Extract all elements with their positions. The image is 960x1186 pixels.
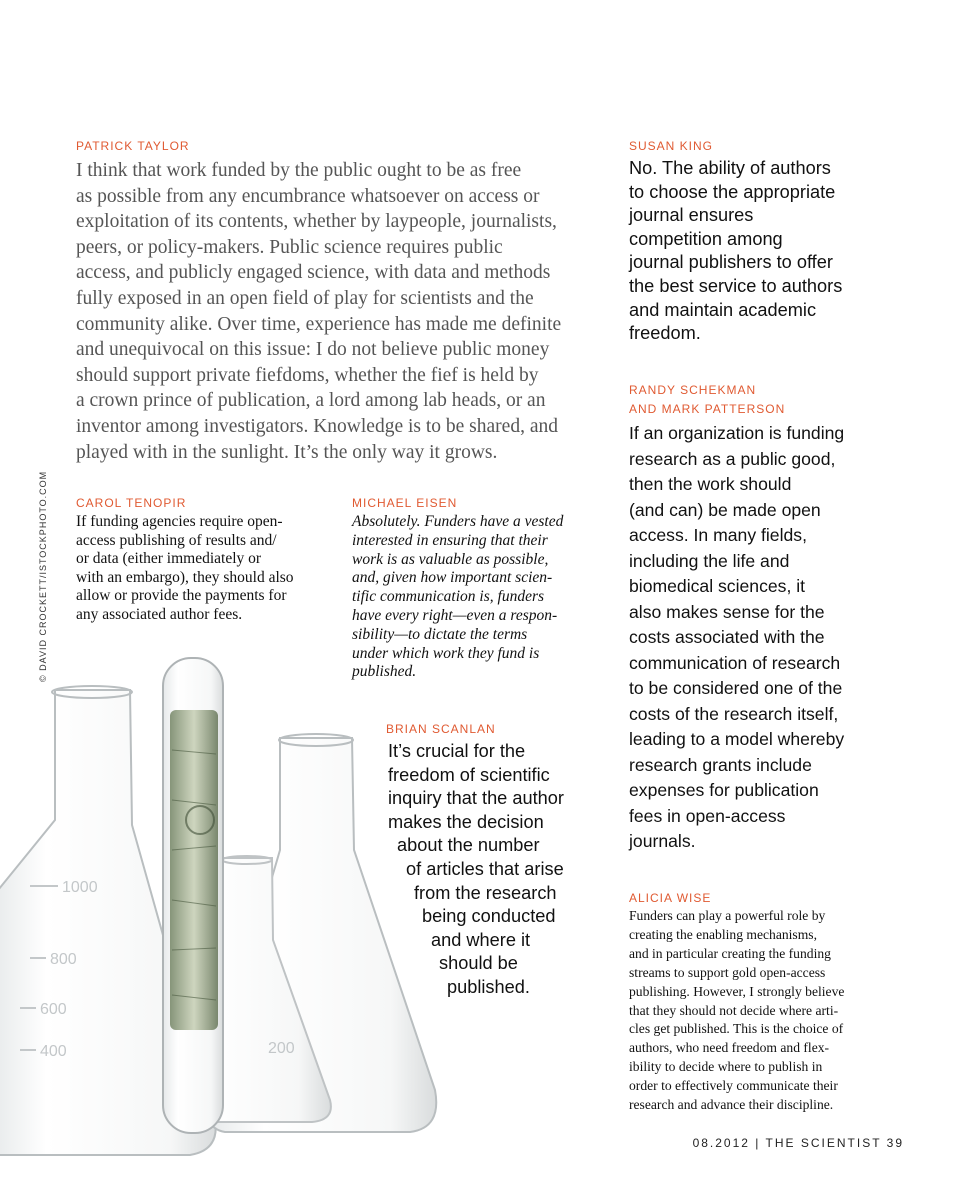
quote-line: creating the enabling mechanisms, xyxy=(629,926,817,942)
quote-line: If funding agencies require open- xyxy=(76,513,283,530)
quote-line: published. xyxy=(352,663,417,681)
quote-line: access publishing of results and/ xyxy=(76,531,277,549)
quote-line: authors, who need freedom and flex- xyxy=(629,1040,830,1056)
quote-line: sibility—to dictate the terms xyxy=(352,625,528,643)
flask-mark-200: 200 xyxy=(268,1040,295,1057)
quote-line: biomedical sciences, it xyxy=(629,576,806,596)
quote-line: leading to a model whereby xyxy=(629,729,845,749)
quote-line: journal publishers to offer xyxy=(629,252,833,273)
quote-line: costs of the research itself, xyxy=(629,703,839,724)
randy-schekman-name: RANDY SCHEKMAN xyxy=(629,383,757,397)
quote-line: under which work they fund is xyxy=(352,644,540,662)
quote-line: cles get published. This is the choice of xyxy=(629,1021,844,1037)
quote-line: communication of research xyxy=(629,652,841,673)
quote-line: ibility to decide where to publish in xyxy=(629,1059,823,1075)
photo-credit: © DAVID CROCKETT/ISTOCKPHOTO.COM xyxy=(38,470,48,682)
michael-eisen-name: MICHAEL EISEN xyxy=(352,496,458,510)
quote-line: research as a public good, xyxy=(629,448,836,469)
quote-line: played with in the sunlight. It’s the only way it grows. xyxy=(76,441,498,463)
patrick-taylor-quote xyxy=(76,158,561,465)
quote-line: or data (either immediately or xyxy=(76,550,262,568)
quote-line: to be considered one of the xyxy=(629,678,843,698)
alicia-wise-name: ALICIA WISE xyxy=(629,891,712,905)
carol-tenopir-quote xyxy=(76,513,294,625)
quote-line: then the work should xyxy=(629,474,792,494)
quote-line: freedom. xyxy=(629,323,701,344)
quote-line: (and can) be made open xyxy=(629,499,821,520)
michael-eisen-quote xyxy=(352,513,563,682)
quote-line: It’s crucial for the xyxy=(388,741,526,761)
quote-line: Absolutely. Funders have a vested xyxy=(352,513,564,530)
quote-line: publishing. However, I strongly believe xyxy=(629,983,845,999)
patrick-taylor-name: PATRICK TAYLOR xyxy=(76,139,190,153)
quote-line: No. The ability of authors xyxy=(629,158,831,178)
quote-line: allow or provide the payments for xyxy=(76,587,287,605)
quote-line: community alike. Over time, experience has made me definite xyxy=(76,313,562,335)
quote-line: and in particular creating the funding xyxy=(629,945,831,961)
alicia-wise-quote xyxy=(629,907,844,1115)
quote-line: of articles that arise xyxy=(406,858,564,879)
quote-line: any associated author fees. xyxy=(76,605,243,623)
quote-line: and maintain academic xyxy=(629,299,817,320)
susan-king-name: SUSAN KING xyxy=(629,139,714,153)
quote-line: research and advance their discipline. xyxy=(629,1097,834,1113)
quote-line: that they should not decide where arti- xyxy=(629,1002,839,1018)
quote-line: also makes sense for the xyxy=(629,601,825,622)
quote-line: being conducted xyxy=(422,906,556,927)
quote-line: access, and publicly engaged science, with data and methods xyxy=(76,262,551,284)
rolled-banknote xyxy=(170,710,218,1030)
quote-line: Funders can play a powerful role by xyxy=(629,908,826,923)
quote-line: should support private fiefdoms, whether the fief is held by xyxy=(76,364,539,386)
quote-line: tific communication is, funders xyxy=(352,588,545,606)
page-footer: 08.2012 | THE SCIENTIST 39 xyxy=(692,1136,904,1150)
quote-line: fully exposed in an open field of play for scientists and the xyxy=(76,287,534,309)
quote-line: exploitation of its contents, whether by laypeople, journalists, xyxy=(76,211,557,233)
brian-scanlan-name: BRIAN SCANLAN xyxy=(386,722,496,736)
quote-line: access. In many fields, xyxy=(629,525,807,545)
mark-patterson-name: AND MARK PATTERSON xyxy=(629,402,786,416)
quote-line: fees in open-access xyxy=(629,805,786,826)
quote-line: If an organization is funding xyxy=(629,423,845,443)
quote-line: expenses for publication xyxy=(629,780,819,800)
quote-line: journal ensures xyxy=(629,205,754,226)
quote-line: peers, or policy-makers. Public science requires public xyxy=(76,236,503,258)
quote-line: work is as valuable as possible, xyxy=(352,550,549,568)
quote-line: and unequivocal on this issue: I do not believe public money xyxy=(76,339,550,361)
quote-line: including the life and xyxy=(629,550,790,571)
susan-king-quote xyxy=(629,157,842,346)
quote-line: and, given how important scien- xyxy=(352,569,553,587)
flask-mark-800: 800 xyxy=(50,951,77,968)
quote-line: with an embargo), they should also xyxy=(76,568,294,586)
flask-mark-600: 600 xyxy=(40,1001,67,1018)
quote-line: makes the decision xyxy=(388,811,544,832)
flask-mark-400: 400 xyxy=(40,1043,67,1060)
quote-line: published. xyxy=(447,976,530,997)
quote-line: inquiry that the author xyxy=(388,788,564,809)
quote-line: from the research xyxy=(414,882,557,903)
quote-line: journals. xyxy=(629,831,696,851)
quote-line: costs associated with the xyxy=(629,627,825,647)
quote-line: inventor among investigators. Knowledge is to be shared, and xyxy=(76,415,558,437)
quote-line: about the number xyxy=(397,835,540,856)
schekman-patterson-quote xyxy=(629,421,844,855)
quote-line: I think that work funded by the public ought to be as free xyxy=(76,160,522,181)
carol-tenopir-name: CAROL TENOPIR xyxy=(76,496,187,510)
quote-line: competition among xyxy=(629,228,783,249)
quote-line: have every right—even a respon- xyxy=(352,606,558,624)
quote-line: the best service to authors xyxy=(629,275,843,296)
flask-mark-1000: 1000 xyxy=(62,879,98,896)
quote-line: as possible from any encumbrance whatsoever on access or xyxy=(76,185,540,207)
quote-line: order to effectively communicate their xyxy=(629,1078,838,1094)
quote-line: and where it xyxy=(431,929,531,950)
quote-line: research grants include xyxy=(629,754,812,775)
quote-line: should be xyxy=(439,953,518,974)
quote-line: freedom of scientific xyxy=(388,764,550,785)
quote-line: to choose the appropriate xyxy=(629,181,836,202)
quote-line: a crown prince of publication, a lord among lab heads, or an xyxy=(76,390,546,412)
brian-scanlan-quote xyxy=(388,740,564,1000)
quote-line: streams to support gold open-access xyxy=(629,964,826,980)
quote-line: interested in ensuring that their xyxy=(352,531,548,549)
